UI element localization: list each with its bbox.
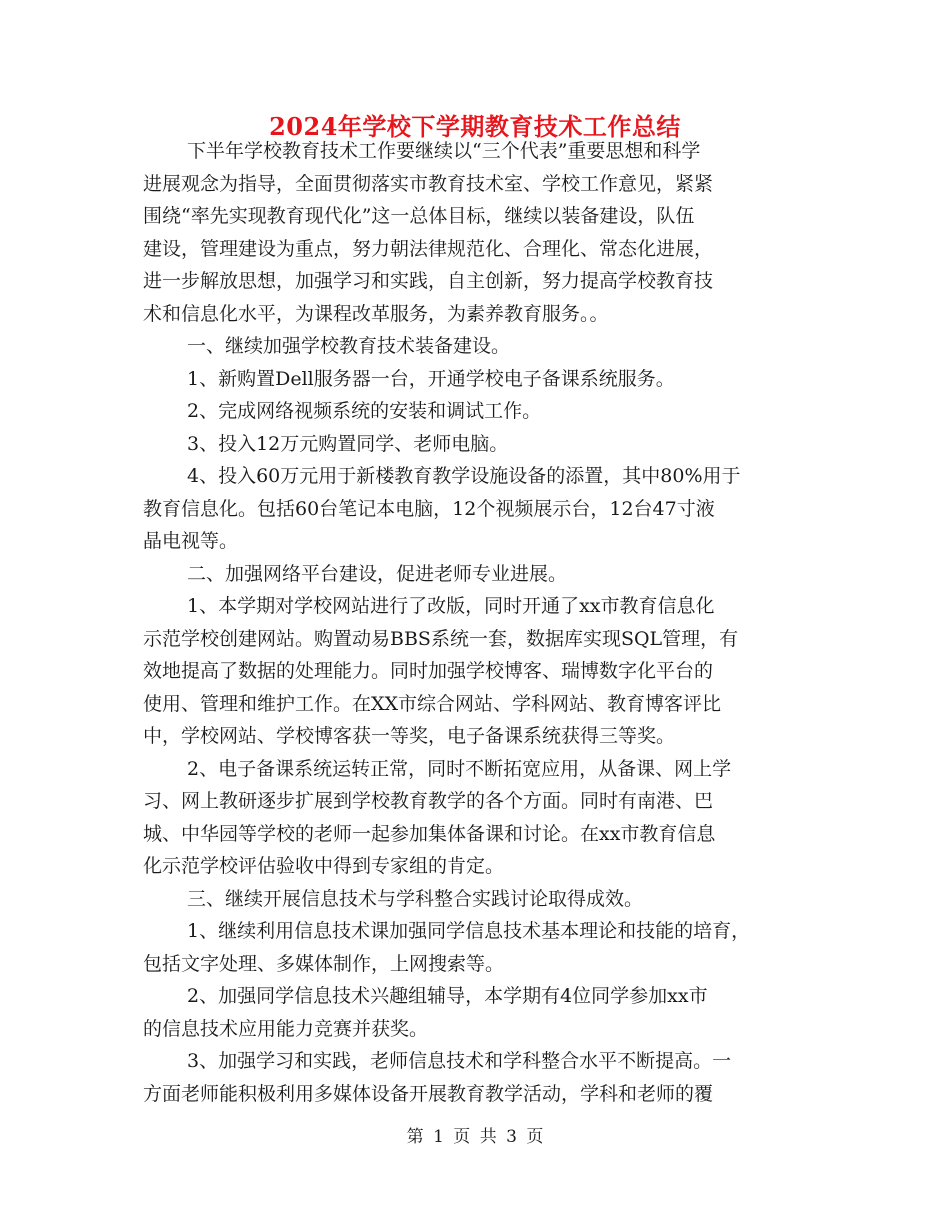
paragraph-line: 的信息技术应用能力竞赛并获奖。: [143, 1017, 429, 1040]
list-item: 2、完成网络视频系统的安装和调试工作。: [187, 400, 542, 422]
list-item: 2、电子备课系统运转正常，同时不断拓宽应用，从备课、网上学: [187, 757, 732, 780]
paragraph-line: 效地提高了数据的处理能力。同时加强学校博客、瑞博数字化平台的: [143, 660, 714, 682]
paragraph-line: 下半年学校教育技术工作要继续以“三个代表”重要思想和科学: [187, 140, 701, 162]
paragraph-line: 习、网上教研逐步扩展到学校教育教学的各个方面。同时有南港、巴: [143, 790, 714, 812]
section-heading: 二、加强网络平台建设，促进老师专业进展。: [187, 562, 568, 585]
paragraph-line: 示范学校创建网站。购置动易BBS系统一套，数据库实现SQL管理，有: [143, 627, 739, 650]
paragraph-line: 建设，管理建设为重点，努力朝法律规范化、合理化、常态化进展，: [143, 237, 714, 260]
paragraph-line: 教育信息化。包括60台笔记本电脑，12个视频展示台，12台47寸液: [143, 497, 715, 520]
paragraph-line: 术和信息化水平，为课程改革服务，为素养教育服务。。: [143, 302, 609, 325]
paragraph-line: 包括文字处理、多媒体制作，上网搜索等。: [143, 952, 505, 975]
paragraph-line: 围绕“率先实现教育现代化”这一总体目标，继续以装备建设，队伍: [143, 205, 695, 227]
paragraph-line: 方面老师能积极利用多媒体设备开展教育教学活动，学科和老师的覆: [143, 1082, 714, 1105]
paragraph-line: 城、中华园等学校的老师一起参加集体备课和讨论。在xx市教育信息: [143, 822, 716, 845]
page-footer: 第 1 页 共 3 页: [406, 1127, 544, 1147]
paragraph-line: 中，学校网站、学校博客获一等奖，电子备课系统获得三等奖。: [143, 725, 676, 747]
paragraph-line: 进展观念为指导，全面贯彻落实市教育技术室、学校工作意见，紧紧: [143, 172, 714, 195]
list-item: 4、投入60万元用于新楼教育教学设施设备的添置，其中80%用于: [187, 465, 741, 487]
paragraph-line: 化示范学校评估验收中得到专家组的肯定。: [143, 855, 505, 877]
document-title: 2024年学校下学期教育技术工作总结: [269, 112, 681, 141]
section-heading: 三、继续开展信息技术与学科整合实践讨论取得成效。: [187, 887, 644, 910]
document-body: [143, 135, 803, 1110]
list-item: 2、加强同学信息技术兴趣组辅导，本学期有4位同学参加xx市: [187, 985, 708, 1007]
list-item: 1、新购置Dell服务器一台，开通学校电子备课系统服务。: [187, 367, 675, 390]
list-item: 1、继续利用信息技术课加强同学信息技术基本理论和技能的培育，: [187, 920, 751, 942]
paragraph-line: 进一步解放思想，加强学习和实践，自主创新，努力提高学校教育技: [143, 270, 714, 292]
list-item: 1、本学期对学校网站进行了改版，同时开通了xx市教育信息化: [187, 595, 715, 617]
paragraph-line: 晶电视等。: [143, 530, 239, 552]
list-item: 3、加强学习和实践，老师信息技术和学科整合水平不断提高。一: [187, 1050, 732, 1072]
paragraph-line: 使用、管理和维护工作。在XX市综合网站、学科网站、教育博客评比: [143, 692, 722, 715]
list-item: 3、投入12万元购置同学、老师电脑。: [187, 432, 509, 455]
section-heading: 一、继续加强学校教育技术装备建设。: [187, 335, 511, 357]
